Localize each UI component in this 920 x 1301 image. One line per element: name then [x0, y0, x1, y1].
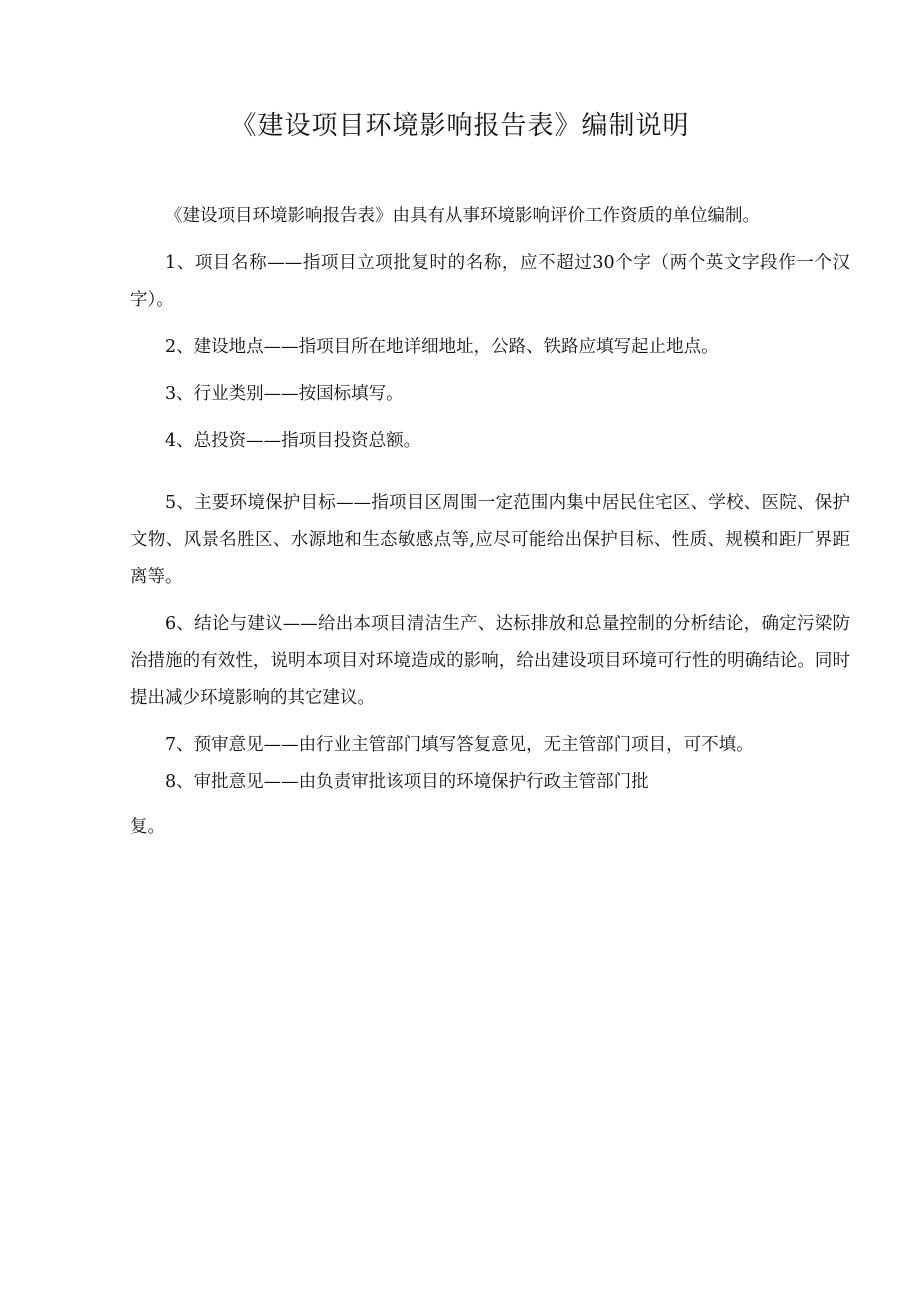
item-conclusion-suggestion: 6、结论与建议——给出本项目清洁生产、达标排放和总量控制的分析结论，确定污梁防治措施的有效性，说明本项目对环境造成的影响，给出建设项目环境可行性的明确结论。同时提出减少环境影响的其它建议。	[130, 614, 850, 708]
item-approval-opinion: 8、审批意见——由负责审批该项目的环境保护行政主管部门批	[165, 772, 649, 792]
item-construction-site: 2、建设地点——指项目所在地详细地址，公路、铁路应填写起止地点。	[165, 337, 719, 357]
item-approval-opinion-tail: 复。	[130, 817, 165, 837]
intro-paragraph: 《建设项目环境影响报告表》由具有从事环境影响评价工作资质的单位编制。	[165, 206, 760, 226]
item-project-name: 1、项目名称——指项目立项批复时的名称，应不超过30个字（两个英文字段作一个汉字）。	[130, 253, 850, 310]
item-protection-targets: 5、主要环境保护目标——指项目区周围一定范围内集中居民住宅区、学校、医院、保护文物、风景名胜区、水源地和生态敏感点等,应尽可能给出保护目标、性质、规模和距厂界距离等。	[130, 493, 850, 587]
document-title: 《建设项目环境影响报告表》编制说明	[230, 111, 690, 141]
item-industry-category: 3、行业类别——按国标填写。	[165, 384, 404, 404]
document-body	[130, 198, 850, 846]
item-pre-review-opinion: 7、预审意见——由行业主管部门填写答复意见，无主管部门项目，可不填。	[165, 735, 754, 755]
item-total-investment: 4、总投资——指项目投资总额。	[165, 431, 422, 451]
